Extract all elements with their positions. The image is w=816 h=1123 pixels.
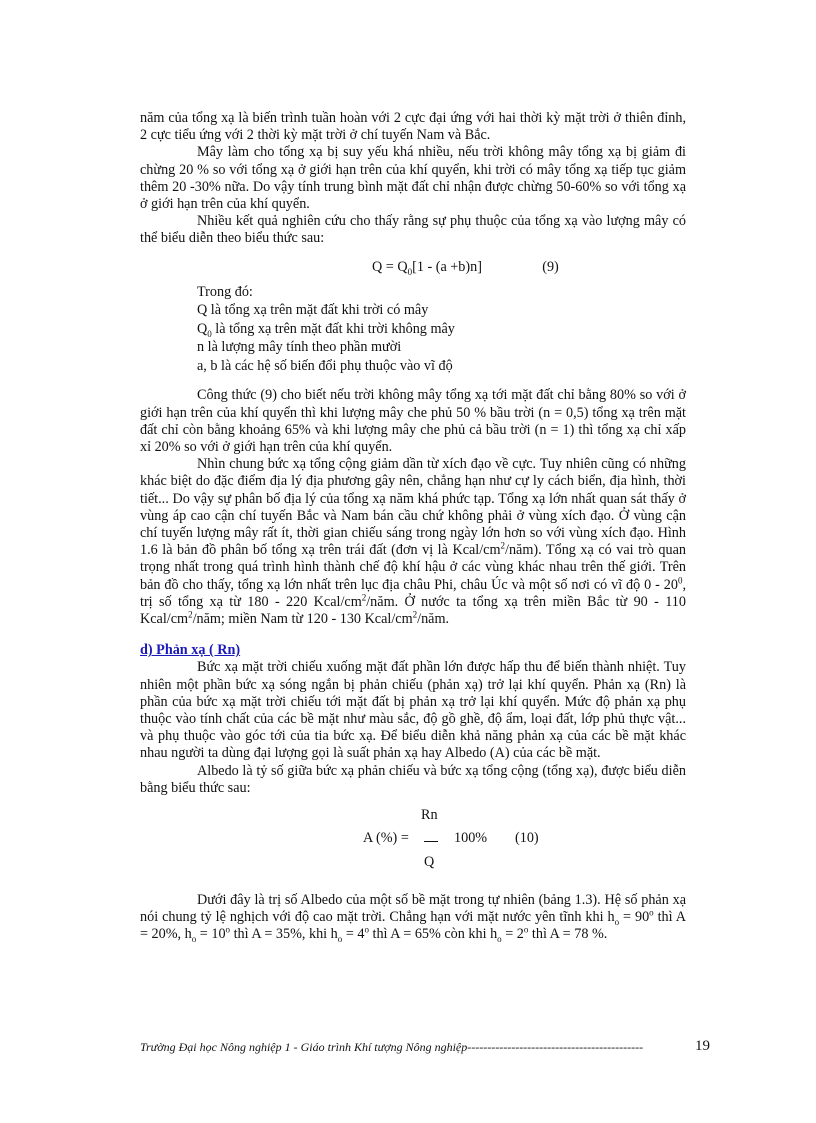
paragraph-1: năm của tổng xạ là biến trình tuần hoàn với 2 cực đại ứng với hai thời kỳ mặt trời ở thiên đỉnh, 2 cực tiểu ứng với 2 thời kỳ mặt trời ở chí tuyến Nam và Bắc. — [140, 110, 686, 144]
formula-10-number: (10) — [515, 830, 539, 846]
section-heading-d[interactable]: d) Phản xạ ( Rn) — [140, 642, 241, 659]
formula-10 — [140, 807, 686, 881]
formula-10-rhs: 100% — [454, 830, 488, 846]
formula-10-lhs: A (%) = — [363, 830, 409, 846]
body-text — [140, 110, 686, 944]
paragraph-5: Nhìn chung bức xạ tổng cộng giảm dần từ xích đạo về cực. Tuy nhiên cũng có những khác biệt do đặc điểm địa lý địa phương gây nên, chẳng hạn như cự ly cách biển, địa hình, thời tiết... Do vậy sự phân bố địa lý của tổng xạ năm khá phức tạp. Tổng xạ lớn nhất quan sát thấy ở vùng áp cao cận chí tuyến Bắc và Nam bán cầu chứ không phải ở vùng xích đạo. Ở vùng cận chí tuyến lượng mây rất ít, thời gian chiếu sáng trong ngày lớn hơn so với vùng xích đạo. Hình 1.6 là bản đồ phân bố tổng xạ trên trái đất (đơn vị là Kcal/$cm^2/năm$). Tổng xạ có vai trò quan trọng nhất trong quá trình hình thành chế độ khí hậu ở các vùng khác nhau trên thế giới. Trên bản đồ cho thấy, tổng xạ lớn nhất trên lục địa châu Phi, châu Úc và một số nơi có vĩ độ $0 - 20^0$, trị số tổng xạ từ 180 - 220 Kcal/$cm^2$/năm. Ở nước ta tổng xạ trên miền Bắc từ 90 - 110 Kcal/$cm^2$/năm; miền Nam từ 120 - 130 Kcal/$cm^2$/năm. — [140, 456, 686, 627]
where-title: Trong đó: — [197, 283, 253, 300]
where-item-n: n là lượng mây tính theo phần mười — [197, 339, 402, 356]
formula-9: $Q = Q_0[1 - (a +b)n]$ (9) — [372, 258, 559, 277]
paragraph-7: Albedo là tỷ số giữa bức xạ phản chiếu và bức xạ tổng cộng (tổng xạ), được biểu diễn bằng biểu thức sau: — [140, 762, 686, 796]
page-footer: Trường Đại học Nông nghiệp 1 - Giáo trình Khí tượng Nông nghiệp-------------------------------------------- — [140, 1040, 644, 1054]
paragraph-3: Nhiều kết quả nghiên cứu cho thấy rằng sự phụ thuộc của tổng xạ vào lượng mây có thể biểu diễn theo biểu thức sau: — [140, 213, 686, 247]
formula-9-number: (9) — [542, 258, 559, 275]
paragraph-2: Mây làm cho tổng xạ bị suy yếu khá nhiều, nếu trời không mây tổng xạ bị giảm đi chừng 20 % so với tổng xạ ở giới hạn trên của khí quyển, khi trời có mây tổng xạ tiếp tục giảm thêm 20 -30% nữa. Do vậy tính trung bình mặt đất chỉ nhận được chừng 50-60% so với tổng xạ ở giới hạn trên của khí quyển. — [140, 144, 686, 213]
formula-10-numerator: Rn — [421, 807, 438, 823]
where-item-ab: a, b là các hệ số biến đổi phụ thuộc vào vĩ độ — [197, 357, 453, 374]
paragraph-8: Dưới đây là trị số Albedo của một số bề mặt trong tự nhiên (bảng 1.3). Hệ số phản xạ nói chung tỷ lệ nghịch với độ cao mặt trời. Chẳng hạn với mặt nước yên tĩnh khi $h_o = 90^o$ thì A = 20%, $h_o = 10^o$ thì A = 35%, khi $h_o = 4^o$ thì A = 65% còn khi $h_o = 2^o$ thì A = 78 %. — [140, 892, 686, 945]
where-block — [140, 284, 686, 375]
where-item-q: Q là tổng xạ trên mặt đất khi trời có mây — [197, 302, 429, 319]
formula-10-denominator: Q — [424, 854, 435, 870]
fraction-bar — [424, 841, 438, 842]
where-item-q0: $Q_0$ là tổng xạ trên mặt đất khi trời không mây — [197, 320, 455, 339]
paragraph-4: Công thức (9) cho biết nếu trời không mây tổng xạ tới mặt đất chỉ bằng 80% so với ở giới hạn trên của khí quyển thì khi lượng mây che phủ 50 % bầu trời (n = 0,5) tổng xạ trên mặt đất chỉ còn bằng khoảng 65% và khi lượng mây che phủ cả bầu trời (n = 1) thì tổng xạ chỉ xấp xỉ 20% so với ở giới hạn trên của khí quyển. — [140, 387, 686, 455]
page-number: 19 — [695, 1038, 710, 1054]
paragraph-6: Bức xạ mặt trời chiếu xuống mặt đất phần lớn được hấp thu để biến thành nhiệt. Tuy nhiên một phần bức xạ sóng ngắn bị phản chiếu (phản xạ) trở lại khí quyển. Phản xạ (Rn) là phần của bức xạ mặt trời chiếu tới mặt đất bị phản xạ trở lại khí quyển. Mức độ phản xạ phụ thuộc vào tính chất của các bề mặt như màu sắc, độ gồ ghề, độ ẩm, loại đất, lớp phủ thực vật... và phụ thuộc vào góc tới của tia bức xạ. Để biểu diễn khả năng phản xạ của các bề mặt khác nhau người ta dùng đại lượng gọi là suất phản xạ hay Albedo (A) của các bề mặt. — [140, 659, 686, 762]
